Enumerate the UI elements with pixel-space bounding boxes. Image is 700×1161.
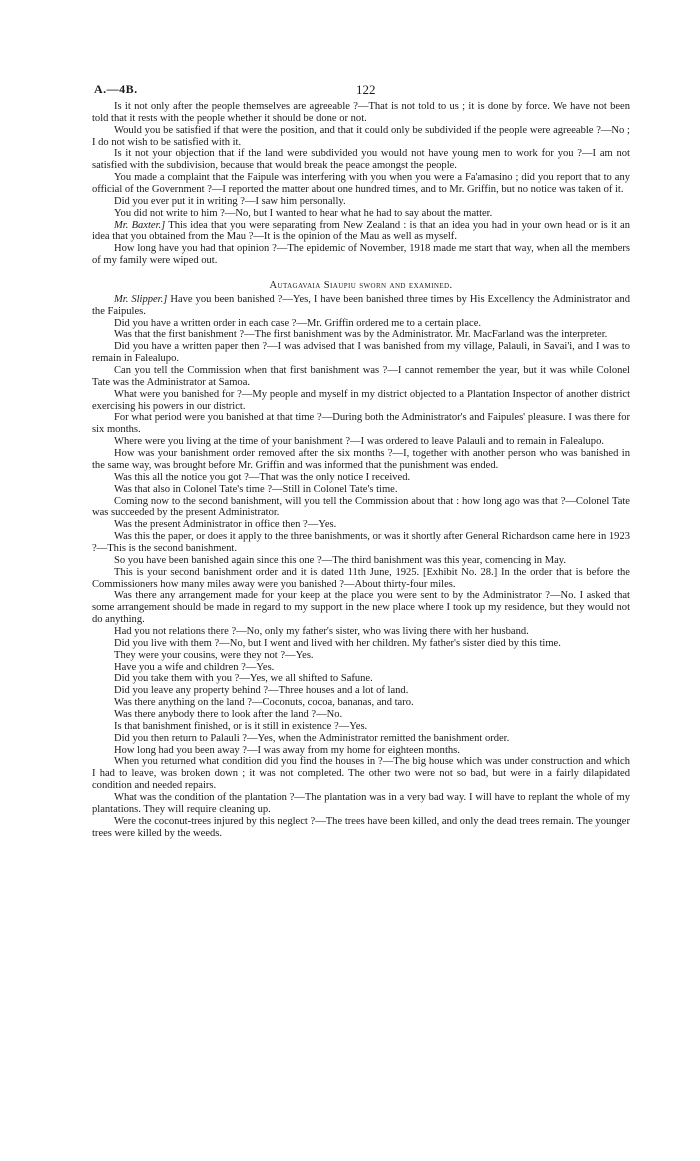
paragraph-text: Did you then return to Palauli ?—Yes, when the Administrator remitted the banishment order. (114, 732, 510, 744)
testimony-paragraph (92, 448, 630, 472)
paragraph-text: How long had you been away ?—I was away from my home for eighteen months. (114, 744, 460, 756)
testimony-paragraph (92, 531, 630, 555)
testimony-paragraph (92, 472, 630, 484)
testimony-paragraph (92, 756, 630, 792)
testimony-paragraph (92, 484, 630, 496)
paragraph-text: Was there anything on the land ?—Coconuts, cocoa, bananas, and taro. (114, 697, 414, 709)
testimony-paragraph (92, 733, 630, 745)
paragraph-text: You did not write to him ?—No, but I wanted to hear what he had to say about the matter. (114, 207, 493, 219)
testimony-paragraph (92, 208, 630, 220)
paragraph-text: Coming now to the second banishment, will you tell the Commission about that : how long ago was that ?—Colonel Tate was succeeded by the present Administrator. (92, 495, 630, 519)
paragraph-text: Did you have a written order in each case ?—Mr. Griffin ordered me to a certain place. (114, 317, 482, 329)
testimony-paragraph (92, 436, 630, 448)
paragraph-text: Can you tell the Commission when that first banishment was ?—I cannot remember the year, but it was while Colonel Tate was the Administrator at Samoa. (92, 365, 630, 388)
section-heading: Autagavaia Siaupiu sworn and examined. (269, 280, 453, 292)
section-code: A.—4B. (94, 82, 138, 96)
paragraph-text: Is it not only after the people themselves are agreeable ?—That is not told to us ; it is done by force. We have not been told that it rests with the people whether it should be done or not. (92, 101, 630, 124)
testimony-paragraph (92, 196, 630, 208)
testimony-paragraph (92, 341, 630, 365)
paragraph-text: How was your banishment order removed after the six months ?—I, together with another person who was banished in the same way, was brought before Mr. Griffin and was informed that the punishment was ended. (92, 448, 630, 471)
testimony-paragraph (92, 721, 630, 733)
testimony-paragraph (92, 243, 630, 267)
paragraph-text: Did you ever put it in writing ?—I saw him personally. (114, 195, 346, 207)
page-header (94, 82, 634, 98)
paragraph-text: Was there anybody there to look after the land ?—No. (114, 708, 343, 720)
paragraph-text: This is your second banishment order and it is dated 11th June, 1925. [Exhibit No. 28.] In the order that is before the Commissioners how many miles away were you banished ?—About thirty-four miles. (92, 566, 630, 590)
testimony-paragraph (92, 329, 630, 341)
paragraph-text: Was the present Administrator in office then ?—Yes. (114, 519, 337, 531)
paragraph-text: Had you not relations there ?—No, only my father's sister, who was living there with her husband. (114, 625, 529, 637)
paragraph-text: Did you have a written paper then ?—I was advised that I was banished from my village, Palauli, in Savai'i, and I was to remain in Falealupo. (92, 341, 630, 365)
paragraph-text: What were you banished for ?—My people and myself in my district objected to a Plantation Inspector of another district exercising his powers in our district. (92, 388, 630, 412)
testimony-paragraph (92, 294, 630, 318)
paragraph-text: So you have been banished again since this one ?—The third banishment was this year, comencing in May. (114, 554, 567, 566)
paragraph-text: Did you live with them ?—No, but I went and lived with her children. My father's sister died by this time. (114, 637, 561, 649)
paragraph-text: Have you a wife and children ?—Yes. (114, 661, 275, 673)
testimony-paragraph (92, 745, 630, 757)
testimony-paragraph (92, 519, 630, 531)
testimony-paragraph (92, 662, 630, 674)
testimony-paragraph (92, 220, 630, 244)
paragraph-text: Were the coconut-trees injured by this neglect ?—The trees have been killed, and only the dead trees remain. The younger trees were killed by the weeds. (92, 815, 630, 839)
paragraph-text: Was this the paper, or does it apply to the three banishments, or was it shortly after General Richardson came here in 1923 ?—This is the second banishment. (92, 531, 630, 554)
speaker-label: Mr. Slipper.] (114, 293, 168, 305)
paragraph-text: Was there any arrangement made for your keep at the place you were sent to by the Administrator ?—No. I asked that some arrangement should be made in regard to my support in the new place where I took up my residence, but they would not do anything. (92, 590, 630, 626)
paragraph-text: Where were you living at the time of your banishment ?—I was ordered to leave Palauli and to remain in Falealupo. (114, 436, 604, 448)
testimony-paragraph (92, 792, 630, 816)
testimony-paragraph (92, 125, 630, 149)
paragraph-text: You made a complaint that the Faipule was interfering with you when you were a Fa'amasino ; did you report that to any official of the Government ?—I reported the matter about one hundred times, and to Mr. Griffin, but no notice was taken of it. (92, 172, 630, 196)
paragraph-text: Did you take them with you ?—Yes, we all shifted to Safune. (114, 673, 373, 685)
paragraph-text: When you returned what condition did you find the houses in ?—The big house which was under construction and which I had to leave, was broken down ; it was not completed. The other two were not so bad, but were in a fairly dilapidated condition and needed repairs. (92, 756, 630, 792)
testimony-paragraph (92, 697, 630, 709)
paragraph-text: This idea that you were separating from New Zealand : is that an idea you had in your own head or is it an idea that you obtained from the Mau ?—It is the opinion of the Mau as well as myself. (92, 219, 630, 243)
paragraph-text: Is it not your objection that if the land were subdivided you would not have young men to work for you ?—I am not satisfied with the subdivision, because that would break the peace amongst the people. (92, 148, 630, 172)
testimony-paragraph (92, 709, 630, 721)
paragraph-text: Would you be satisfied if that were the position, and that it could only be subdivided if the people were agreeable ?—No ; I do not wish to be satisfied with it. (92, 124, 630, 148)
testimony-paragraph (92, 626, 630, 638)
testimony-paragraph (92, 685, 630, 697)
paragraph-text: How long have you had that opinion ?—The epidemic of November, 1918 made me start that way, when all the members of my family were wiped out. (92, 243, 630, 267)
testimony-paragraph (92, 365, 630, 389)
testimony-paragraph (92, 590, 630, 626)
paragraph-text: Is that banishment finished, or is it still in existence ?—Yes. (114, 720, 368, 732)
testimony-paragraph (92, 318, 630, 330)
paragraph-text: What was the condition of the plantation ?—The plantation was in a very bad way. I will have to replant the whole of my plantations. They will require cleaning up. (92, 791, 630, 815)
testimony-paragraph (92, 673, 630, 685)
paragraph-text: Was this all the notice you got ?—That was the only notice I received. (114, 471, 411, 483)
testimony-paragraph (92, 172, 630, 196)
speaker-label: Mr. Baxter.] (114, 219, 166, 231)
paragraph-text: Was that also in Colonel Tate's time ?—Still in Colonel Tate's time. (114, 483, 398, 495)
paragraph-text: Was that the first banishment ?—The first banishment was by the Administrator. Mr. MacFarland was the interpreter. (114, 329, 608, 341)
testimony-paragraph (92, 638, 630, 650)
paragraph-text: Have you been banished ?—Yes, I have been banished three times by His Excellency the Administrator and the Faipules. (92, 293, 630, 317)
paragraph-text: For what period were you banished at that time ?—During both the Administrator's and Faipules' pleasure. I was there for six months. (92, 412, 630, 436)
testimony-paragraph (92, 555, 630, 567)
testimony-paragraph (92, 101, 630, 125)
paragraph-text: Did you leave any property behind ?—Three houses and a lot of land. (114, 685, 409, 697)
testimony-block-1 (92, 101, 630, 267)
paragraph-text: They were your cousins, were they not ?—Yes. (114, 649, 314, 661)
testimony-paragraph (92, 389, 630, 413)
testimony-paragraph (92, 412, 630, 436)
testimony-paragraph (92, 148, 630, 172)
page-number: 122 (356, 82, 376, 97)
testimony-paragraph (92, 567, 630, 591)
testimony-block-2 (92, 294, 630, 840)
testimony-paragraph (92, 816, 630, 840)
testimony-paragraph (92, 496, 630, 520)
page-body (92, 101, 630, 839)
testimony-paragraph (92, 650, 630, 662)
